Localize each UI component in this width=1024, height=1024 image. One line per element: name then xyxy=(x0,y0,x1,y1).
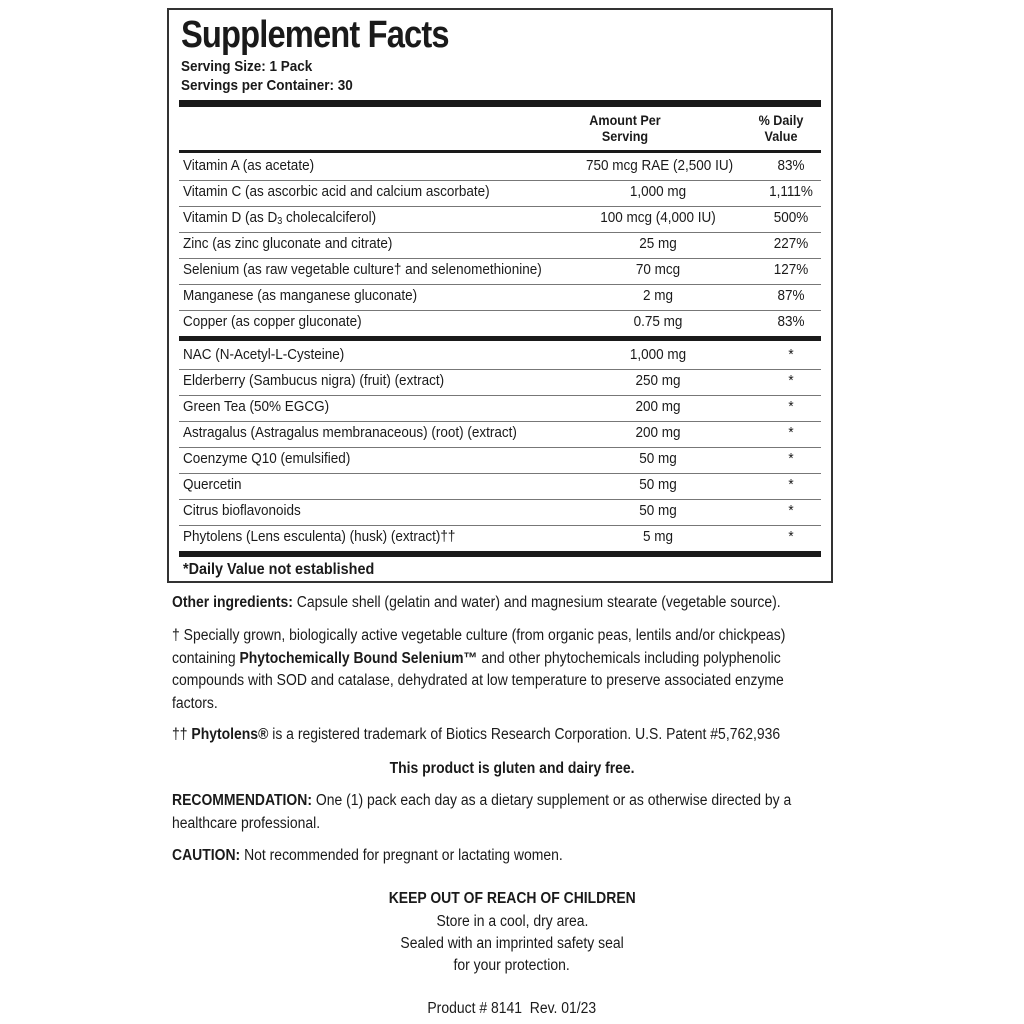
daily-value-footnote: *Daily Value not established xyxy=(183,561,375,578)
recommendation-label: RECOMMENDATION: xyxy=(172,792,313,809)
keep-out-text: KEEP OUT OF REACH OF CHILDREN xyxy=(388,890,636,907)
nutrient-row xyxy=(181,232,821,258)
storage-text: for your protection. xyxy=(453,957,571,974)
ingredient-row xyxy=(181,395,821,421)
nutrient-row xyxy=(181,310,821,336)
ingredient-dv: * xyxy=(788,476,794,493)
ingredient-name: Green Tea (50% EGCG) xyxy=(183,398,330,415)
nutrient-dv: 227% xyxy=(773,235,809,252)
nutrient-amount: 750 mcg RAE (2,500 IU) xyxy=(586,157,734,174)
nutrient-row xyxy=(181,284,821,310)
ingredient-row xyxy=(181,473,821,499)
nutrient-row xyxy=(181,258,821,284)
nutrient-name: Manganese (as manganese gluconate) xyxy=(183,287,418,304)
serving-size: Serving Size: 1 Pack xyxy=(181,58,313,75)
ingredient-name: Phytolens (Lens esculenta) (husk) (extract)†† xyxy=(183,528,456,545)
nutrient-name: Zinc (as zinc gluconate and citrate) xyxy=(183,235,393,252)
other-ingredients xyxy=(172,592,838,615)
gluten-free-note xyxy=(0,758,1024,781)
ingredient-row xyxy=(181,369,821,395)
ingredient-amount: 50 mg xyxy=(639,476,677,493)
recommendation-text: One (1) pack each day as a dietary supplement or as otherwise directed by a healthcare professional. xyxy=(172,792,792,832)
ingredient-name: Elderberry (Sambucus nigra) (fruit) (extract) xyxy=(183,372,445,389)
thick-divider xyxy=(179,100,821,107)
nutrient-dv: 1,111% xyxy=(769,183,813,200)
nutrient-row xyxy=(181,180,821,206)
nutrient-name: Vitamin A (as acetate) xyxy=(183,157,315,174)
ingredient-amount: 200 mg xyxy=(635,424,681,441)
ingredient-dv: * xyxy=(788,528,794,545)
name-part: cholecalciferol) xyxy=(282,209,377,226)
other-ingredients-text: Capsule shell (gelatin and water) and magnesium stearate (vegetable source). xyxy=(292,594,781,611)
dagger-note-text: † Specially grown, biologically active vegetable culture (from organic peas, lentils and/or chickpeas) containing xyxy=(172,627,786,667)
ingredient-dv: * xyxy=(788,372,794,389)
nutrient-amount: 25 mg xyxy=(639,235,677,252)
storage-text: Store in a cool, dry area. xyxy=(436,913,588,930)
nutrient-amount: 1,000 mg xyxy=(629,183,687,200)
name-part: Vitamin D (as D xyxy=(183,209,278,226)
ingredient-dv: * xyxy=(788,450,794,467)
storage-text: Sealed with an imprinted safety seal xyxy=(400,935,624,952)
nutrient-row xyxy=(181,154,821,180)
ingredient-amount: 250 mg xyxy=(635,372,681,389)
product-code-text: Product # 8141 Rev. 01/23 xyxy=(427,1000,597,1017)
ingredient-amount: 50 mg xyxy=(639,450,677,467)
double-dagger-bold: Phytolens® xyxy=(191,726,269,743)
name-subscript: 3 xyxy=(277,216,283,227)
storage-line xyxy=(0,911,1024,934)
servings-per-container: Servings per Container: 30 xyxy=(181,77,353,94)
caution xyxy=(172,845,838,868)
nutrient-name: Copper (as copper gluconate) xyxy=(183,313,362,330)
dagger-note-bold: Phytochemically Bound Selenium™ xyxy=(239,649,478,667)
header-divider xyxy=(179,150,821,153)
ingredient-dv: * xyxy=(788,398,794,415)
nutrient-dv: 83% xyxy=(777,313,805,330)
product-code xyxy=(0,998,1024,1021)
nutrient-amount: 2 mg xyxy=(642,287,674,304)
nutrient-name xyxy=(183,209,376,227)
double-dagger-text: †† xyxy=(172,726,192,743)
ingredient-amount: 50 mg xyxy=(639,502,677,519)
ingredient-name: Quercetin xyxy=(183,476,242,493)
amount-header-line1: Amount Per xyxy=(589,112,661,128)
double-dagger-footnote xyxy=(172,724,838,747)
ingredient-name: Coenzyme Q10 (emulsified) xyxy=(183,450,351,467)
nutrient-dv: 87% xyxy=(777,287,805,304)
ingredient-amount: 1,000 mg xyxy=(629,346,687,363)
daily-value-header xyxy=(756,112,806,144)
caution-label: CAUTION: xyxy=(172,847,241,864)
ingredient-name: Astragalus (Astragalus membranaceous) (root) (extract) xyxy=(183,424,517,441)
ingredient-row xyxy=(181,447,821,473)
panel-title: Supplement Facts xyxy=(181,14,449,56)
storage-line xyxy=(0,955,1024,978)
nutrient-dv: 83% xyxy=(777,157,805,174)
nutrient-name: Vitamin C (as ascorbic acid and calcium ascorbate) xyxy=(183,183,490,200)
dagger-footnote xyxy=(172,625,831,715)
ingredient-amount: 200 mg xyxy=(635,398,681,415)
dv-header-line1: % Daily xyxy=(758,112,804,128)
ingredient-dv: * xyxy=(788,346,794,363)
keep-out-of-reach xyxy=(0,888,1024,911)
gluten-free-text: This product is gluten and dairy free. xyxy=(389,760,635,777)
nutrient-amount: 70 mcg xyxy=(635,261,681,278)
nutrient-dv: 127% xyxy=(773,261,809,278)
ingredient-row xyxy=(181,525,821,551)
bottom-divider xyxy=(179,551,821,557)
ingredient-dv: * xyxy=(788,502,794,519)
ingredient-row xyxy=(181,499,821,525)
double-dagger-text: is a registered trademark of Biotics Research Corporation. U.S. Patent #5,762,936 xyxy=(268,726,781,743)
ingredient-amount: 5 mg xyxy=(642,528,674,545)
nutrient-dv: 500% xyxy=(773,209,809,226)
storage-line xyxy=(0,933,1024,956)
recommendation xyxy=(172,790,838,835)
amount-per-serving-header xyxy=(585,112,666,144)
ingredient-name: Citrus bioflavonoids xyxy=(183,502,301,519)
supplement-facts-panel xyxy=(167,8,833,583)
ingredient-row xyxy=(181,421,821,447)
amount-header-line2: Serving xyxy=(601,128,649,144)
caution-text: Not recommended for pregnant or lactating women. xyxy=(240,847,563,864)
other-ingredients-label: Other ingredients: xyxy=(172,594,293,611)
ingredient-row xyxy=(181,343,821,369)
nutrient-amount: 0.75 mg xyxy=(633,313,683,330)
nutrient-amount: 100 mcg (4,000 IU) xyxy=(600,209,716,226)
ingredient-dv: * xyxy=(788,424,794,441)
nutrient-row xyxy=(181,206,821,232)
dv-header-line2: Value xyxy=(764,128,798,144)
nutrient-name: Selenium (as raw vegetable culture† and selenomethionine) xyxy=(183,261,542,278)
ingredient-name: NAC (N-Acetyl-L-Cysteine) xyxy=(183,346,345,363)
dagger-note-text: and other phytochemicals including polyphenolic compounds with SOD and catalase, dehydrated at low temperature to preserve associated enzyme factors. xyxy=(172,649,784,712)
section-divider xyxy=(179,336,821,341)
